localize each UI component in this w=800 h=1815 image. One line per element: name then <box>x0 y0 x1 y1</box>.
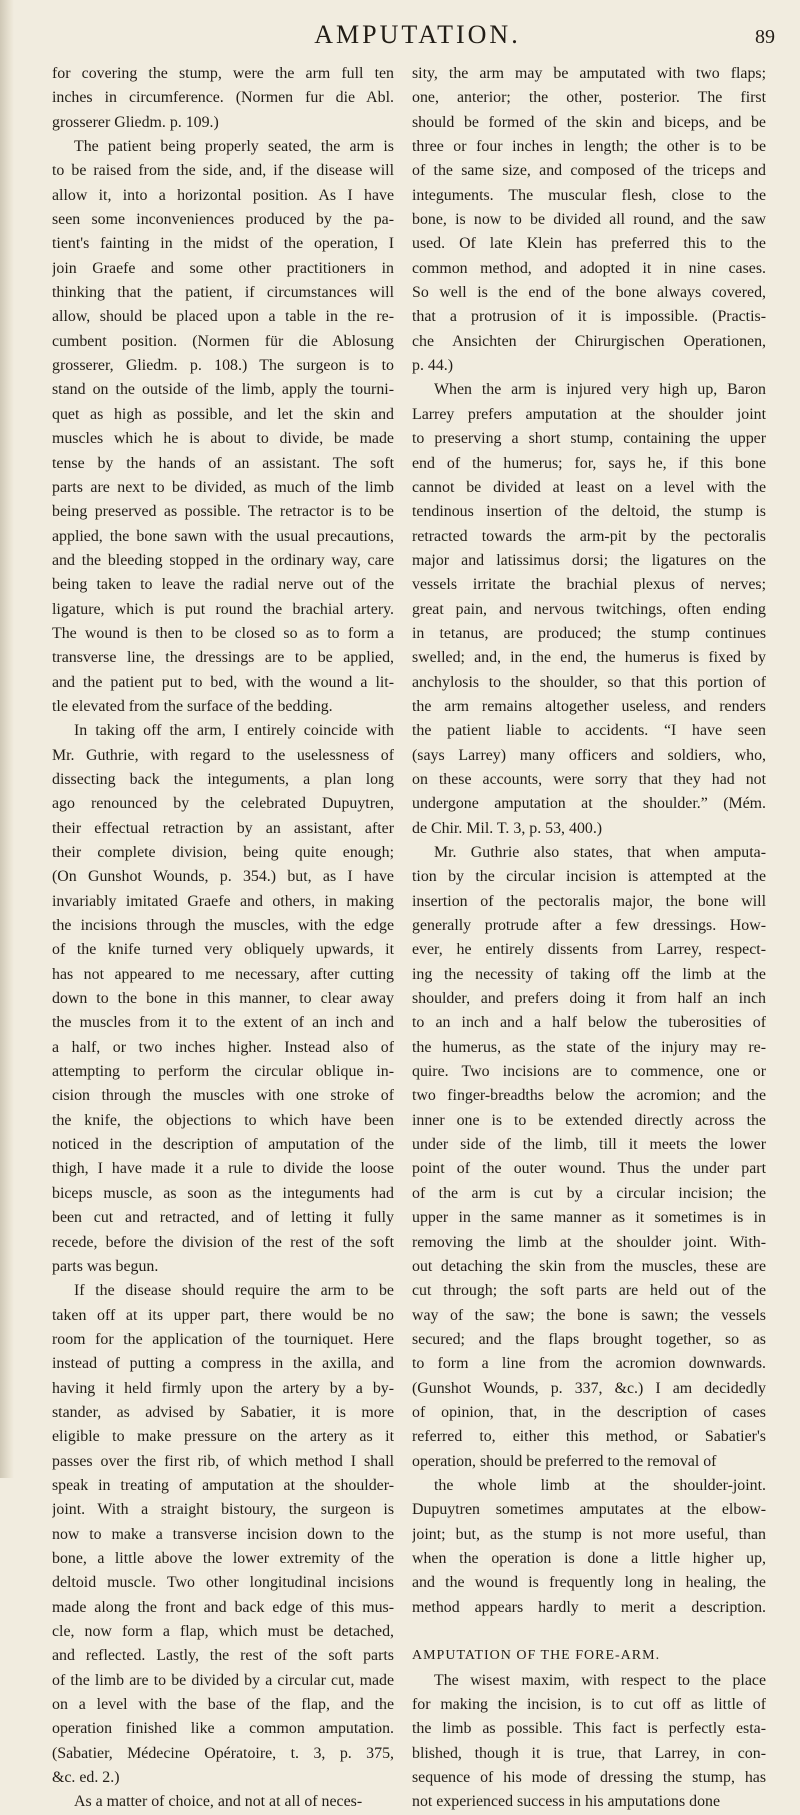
text-line: stander, as advised by Sabatier, it is more <box>52 1403 394 1421</box>
text-line: de Chir. Mil. T. 3, p. 53, 400.) <box>412 819 603 837</box>
text-line: to preserving a short stump, containing the upper <box>412 430 766 448</box>
text-line: The patient being properly seated, the arm is <box>74 138 394 156</box>
text-line: tion by the circular incision is attempted at the <box>412 868 766 886</box>
text-line: stand on the outside of the limb, apply the tourni- <box>52 381 394 399</box>
text-line: swelled; and, in the end, the humerus is fixed by <box>412 649 766 667</box>
text-line: joint. With a straight bistoury, the surgeon is <box>52 1501 394 1519</box>
text-line: parts was begun. <box>52 1257 159 1275</box>
text-line: three or four inches in length; the other is to be <box>412 138 766 156</box>
text-line: Dupuytren sometimes amputates at the elbow- <box>412 1501 766 1519</box>
text-line: made along the front and back edge of this mus- <box>52 1598 394 1616</box>
text-line: used. Of late Klein has preferred this to the <box>412 235 766 253</box>
text-line: removing the limb at the shoulder joint. With- <box>412 1233 766 1251</box>
text-line: method appears hardly to merit a description. <box>412 1598 766 1616</box>
text-line: and reflected. Lastly, the rest of the soft parts <box>52 1647 394 1665</box>
text-line: of the knife turned very obliquely upwards, it <box>52 941 394 959</box>
text-line: generally protrude after a few dressings. How- <box>412 917 766 935</box>
text-line: out detaching the skin from the muscles, these are <box>412 1257 766 1275</box>
text-line: cumbent position. (Normen für die Ablosung <box>52 332 394 350</box>
text-line: has not appeared to me necessary, after cutting <box>52 965 394 983</box>
text-line: When the arm is injured very high up, Baron <box>434 381 766 399</box>
text-line: thinking that the patient, if circumstances will <box>52 284 394 302</box>
text-line: under side of the limb, till it meets the lower <box>412 1136 766 1154</box>
text-line: cle, now form a flap, which must be detached, <box>52 1623 394 1640</box>
text-line: retracted towards the arm-pit by the pectoralis <box>412 527 766 545</box>
text-line: for covering the stump, were the arm full ten <box>52 65 394 82</box>
text-line <box>412 1620 766 1644</box>
text-line: allow it, into a horizontal position. As I have <box>52 186 394 204</box>
page-number: 89 <box>755 26 775 48</box>
text-line: So well is the end of the bone always covered, <box>412 284 766 302</box>
text-line: ago renounced by the celebrated Dupuytren, <box>52 795 394 813</box>
text-line: that a protrusion of it is impossible. (Practis- <box>412 308 766 326</box>
text-line: seen some inconveniences produced by the pa- <box>52 211 394 229</box>
text-line: being preserved as possible. The retractor is to be <box>52 503 394 521</box>
text-line: way of the saw; the bone is sawn; the vessels <box>412 1306 766 1324</box>
text-line: passes over the first rib, of which method I shall <box>52 1452 394 1470</box>
text-line: inches in circumference. (Normen fur die Abl. <box>52 89 394 107</box>
text-line: to form a line from the acromion downwards. <box>412 1355 766 1373</box>
text-line: great pain, and nervous twitchings, often ending <box>412 600 766 618</box>
text-line: p. 44.) <box>412 357 454 375</box>
text-line: the patient liable to accidents. “I have seen <box>412 722 766 740</box>
text-line: (Sabatier, Médecine Opératoire, t. 3, p. 375, <box>52 1744 394 1762</box>
text-line: (says Larrey) many officers and soldiers, who, <box>412 746 766 764</box>
text-line: down to the bone in this manner, to clear away <box>52 990 394 1008</box>
text-line: noticed in the description of amputation of the <box>52 1136 394 1154</box>
text-line: shoulder, and prefers doing it from half an inch <box>412 990 766 1008</box>
text-line: transverse line, the dressings are to be applied, <box>52 649 394 667</box>
text-line: grosserer Gliedm. p. 109.) <box>52 113 219 131</box>
text-line: Larrey prefers amputation at the shoulder joint <box>412 405 766 423</box>
text-line: room for the application of the tourniquet. Here <box>52 1330 394 1348</box>
text-line: being taken to leave the radial nerve out of the <box>52 576 394 594</box>
text-line: allow, should be placed upon a table in the re- <box>52 308 394 326</box>
text-line: the muscles from it to the extent of an inch and <box>52 1014 394 1032</box>
text-line: (On Gunshot Wounds, p. 354.) but, as I have <box>52 868 394 886</box>
text-line: the whole limb at the shoulder-joint. <box>434 1476 766 1494</box>
text-line: sequence of his mode of dressing the stump, has <box>412 1769 766 1787</box>
text-line: che Ansichten der Chirurgischen Operationen, <box>412 332 766 350</box>
text-line: major and latissimus dorsi; the ligatures on the <box>412 551 766 569</box>
text-line: cut through; the soft parts are held out of the <box>412 1282 766 1300</box>
text-line: vessels irritate the brachial plexus of nerves; <box>412 576 766 594</box>
text-line: The wound is then to be closed so as to form a <box>52 624 394 642</box>
text-line: biceps muscle, as soon as the integuments had <box>52 1184 394 1202</box>
text-line: when the operation is done a little higher up, <box>412 1549 766 1567</box>
left-column <box>52 62 394 1815</box>
text-line: to an inch and a half below the tuberosities of <box>412 1014 766 1032</box>
text-line: on these accounts, were sorry that they had not <box>412 770 766 788</box>
text-line: As a matter of choice, and not at all of neces- <box>74 1793 363 1811</box>
text-line: applied, the bone sawn with the usual precautions, <box>52 527 394 545</box>
page-gutter-shadow <box>0 0 14 1478</box>
text-line: of the arm is cut by a circular incision; the <box>412 1184 766 1202</box>
text-line: cannot be divided at least on a level with the <box>412 478 766 496</box>
text-line: If the disease should require the arm to be <box>74 1282 394 1300</box>
text-line: for making the incision, is to cut off as little of <box>412 1696 766 1714</box>
text-line: grosserer, Gliedm. p. 108.) The surgeon is to <box>52 357 394 375</box>
text-line: ever, he entirely dissents from Larrey, respect- <box>412 941 766 959</box>
text-line: the limb as possible. This fact is perfectly esta- <box>412 1720 766 1738</box>
text-line: the incisions through the muscles, with the edge <box>52 917 394 935</box>
text-line: parts are next to be divided, as much of the limb <box>52 478 394 496</box>
text-line: two finger-breadths below the acromion; and the <box>412 1087 766 1105</box>
text-line: quet as high as possible, and let the skin and <box>52 405 394 423</box>
text-line: been cut and retracted, and of letting it fully <box>52 1209 394 1227</box>
text-line: invariably imitated Graefe and others, in making <box>52 892 394 910</box>
right-column <box>412 62 766 1815</box>
text-line: having it held firmly upon the artery by a by- <box>52 1379 394 1397</box>
text-line: upper in the same manner as it sometimes is in <box>412 1209 766 1227</box>
text-line: and the patient put to bed, with the wound a lit- <box>52 673 394 691</box>
text-line: and the wound is frequently long in healing, the <box>412 1574 766 1592</box>
text-line: attempting to perform the circular oblique in- <box>52 1063 394 1081</box>
text-line: bone, a little above the lower extremity of the <box>52 1549 394 1567</box>
text-line: the humerus, as the state of the injury may re- <box>412 1038 766 1056</box>
text-line: on a level with the base of the flap, and the <box>52 1696 394 1714</box>
text-line: secured; and the flaps brought together, so as <box>412 1330 766 1348</box>
text-line: undergone amputation at the shoulder.” (Mém. <box>412 795 766 813</box>
text-line: muscles which he is about to divide, be made <box>52 430 394 448</box>
text-line: the knife, the objections to which have been <box>52 1111 394 1129</box>
text-line: now to make a transverse incision down to the <box>52 1525 394 1543</box>
text-line: of opinion, that, in the description of cases <box>412 1403 766 1421</box>
running-head: AMPUTATION. <box>314 20 521 49</box>
text-line: their complete division, being quite enough; <box>52 844 394 861</box>
text-line: a half, or two inches higher. Instead also of <box>52 1038 394 1056</box>
text-line: instead of putting a compress in the axilla, and <box>52 1355 394 1373</box>
text-line: In taking off the arm, I entirely coincide with <box>74 722 394 740</box>
text-line: Mr. Guthrie also states, that when amputa- <box>434 844 766 861</box>
text-line: in tetanus, are produced; the stump continues <box>412 624 766 642</box>
text-line: The wisest maxim, with respect to the place <box>434 1671 766 1689</box>
text-line: tense by the hands of an assistant. The soft <box>52 454 394 472</box>
text-line: bone, is now to be divided all round, and the saw <box>412 211 766 229</box>
text-line: cision through the muscles with one stroke of <box>52 1087 394 1105</box>
text-line: speak in treating of amputation at the shoulder- <box>52 1476 394 1494</box>
text-line: ligature, which is put round the brachial artery. <box>52 600 394 618</box>
text-line: thigh, I have made it a rule to divide the loose <box>52 1160 394 1178</box>
text-line: should be formed of the skin and biceps, and be <box>412 113 766 131</box>
text-line: of the limb are to be divided by a circular cut, made <box>52 1671 394 1689</box>
text-line: quire. Two incisions are to commence, one or <box>412 1063 766 1081</box>
text-line: tient's fainting in the midst of the operation, I <box>52 235 394 253</box>
text-line: join Graefe and some other practitioners in <box>52 259 394 277</box>
text-line: &c. ed. 2.) <box>52 1769 120 1787</box>
text-line: end of the humerus; for, says he, if this bone <box>412 454 766 472</box>
text-line: Mr. Guthrie, with regard to the uselessness of <box>52 746 394 764</box>
text-line: deltoid muscle. Two other longitudinal incisions <box>52 1574 394 1592</box>
text-line: common method, and adopted it in nine cases. <box>412 259 766 277</box>
text-line: (Gunshot Wounds, p. 337, &c.) I am decidedly <box>412 1379 766 1397</box>
section-heading: AMPUTATION OF THE FORE-ARM. <box>412 1648 661 1664</box>
text-line: point of the outer wound. Thus the under part <box>412 1160 766 1178</box>
text-line: referred to, either this method, or Sabatier's <box>412 1428 766 1446</box>
text-line: operation finished like a common amputation. <box>52 1720 394 1738</box>
text-line: dissecting back the integuments, a plan long <box>52 770 394 788</box>
text-line: taken off at its upper part, there would be no <box>52 1306 394 1324</box>
text-line: eligible to make pressure on the artery as it <box>52 1428 394 1446</box>
text-line: inner one is to be extended directly across the <box>412 1111 766 1129</box>
text-line: not experienced success in his amputations done <box>412 1793 721 1811</box>
text-line: integuments. The muscular flesh, close to the <box>412 186 766 204</box>
text-line: insertion of the pectoralis major, the bone will <box>412 892 766 910</box>
page-header <box>60 20 775 54</box>
text-line: to be raised from the side, and, if the disease will <box>52 162 394 180</box>
text-line: ing the necessity of taking off the limb at the <box>412 965 766 983</box>
text-line: their effectual retraction by an assistant, after <box>52 819 394 837</box>
text-line: recede, before the division of the rest of the soft <box>52 1233 394 1251</box>
text-line: tle elevated from the surface of the bedding. <box>52 697 333 715</box>
text-line: blished, though it is true, that Larrey, in con- <box>412 1744 766 1762</box>
text-line: and the bleeding stopped in the ordinary way, care <box>52 551 394 569</box>
text-line: anchylosis to the shoulder, so that this portion of <box>412 673 766 691</box>
text-line: sity, the arm may be amputated with two flaps; <box>412 65 766 82</box>
text-line: of the same size, and composed of the triceps and <box>412 162 766 180</box>
text-line: the arm remains altogether useless, and renders <box>412 697 766 715</box>
text-line: one, anterior; the other, posterior. The first <box>412 89 766 107</box>
text-line: joint; but, as the stump is not more useful, than <box>412 1525 766 1543</box>
text-line: tendinous insertion of the deltoid, the stump is <box>412 503 766 521</box>
text-line: operation, should be preferred to the removal of <box>412 1452 717 1470</box>
